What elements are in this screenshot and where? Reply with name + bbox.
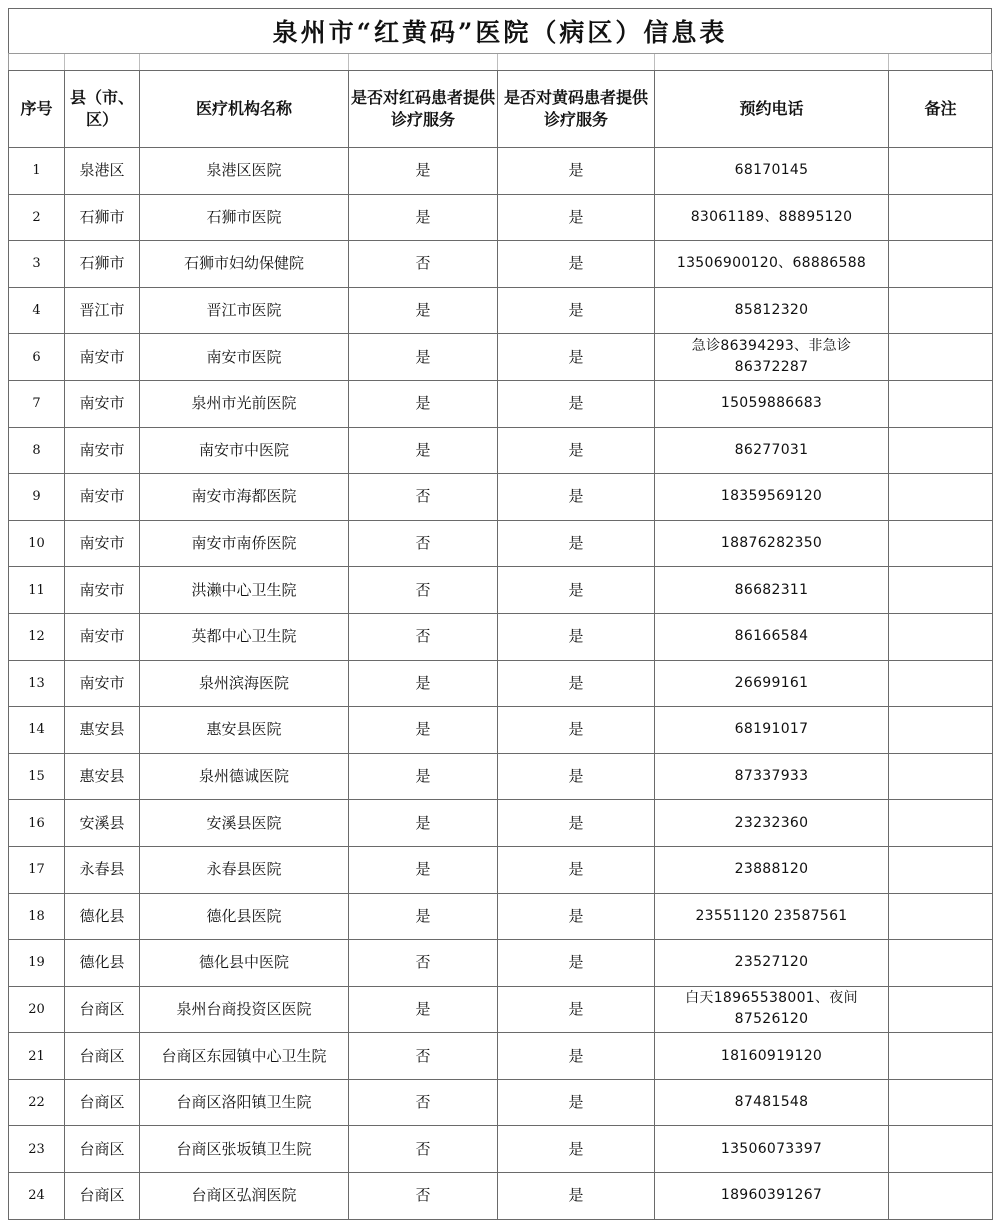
cell-seq: 3	[9, 241, 65, 288]
table-row	[9, 1173, 993, 1220]
cell-yellow-code: 是	[498, 1173, 655, 1220]
cell-phone: 86277031	[655, 427, 889, 474]
cell-phone: 13506900120、68886588	[655, 241, 889, 288]
cell-seq: 24	[9, 1173, 65, 1220]
cell-seq: 7	[9, 380, 65, 427]
cell-county: 惠安县	[65, 753, 140, 800]
cell-county: 南安市	[65, 660, 140, 707]
table-row	[9, 520, 993, 567]
cell-county: 德化县	[65, 893, 140, 940]
cell-yellow-code: 是	[498, 893, 655, 940]
cell-yellow-code: 是	[498, 1079, 655, 1126]
cell-red-code: 是	[349, 660, 498, 707]
cell-seq: 17	[9, 846, 65, 893]
cell-county: 台商区	[65, 1126, 140, 1173]
cell-seq: 2	[9, 194, 65, 241]
cell-red-code: 是	[349, 380, 498, 427]
cell-county: 台商区	[65, 1173, 140, 1220]
cell-phone: 18876282350	[655, 520, 889, 567]
cell-seq: 8	[9, 427, 65, 474]
cell-phone: 87481548	[655, 1079, 889, 1126]
table-row	[9, 986, 993, 1033]
table-row	[9, 613, 993, 660]
cell-red-code: 否	[349, 940, 498, 987]
cell-county: 石狮市	[65, 241, 140, 288]
cell-remark	[889, 148, 993, 195]
table-row	[9, 287, 993, 334]
cell-seq: 14	[9, 707, 65, 754]
page-title: 泉州市“红黄码”医院（病区）信息表	[8, 8, 992, 53]
cell-phone: 26699161	[655, 660, 889, 707]
cell-red-code: 是	[349, 800, 498, 847]
cell-county: 安溪县	[65, 800, 140, 847]
cell-seq: 6	[9, 334, 65, 381]
cell-seq: 12	[9, 613, 65, 660]
cell-remark	[889, 893, 993, 940]
table-row	[9, 846, 993, 893]
cell-county: 晋江市	[65, 287, 140, 334]
cell-seq: 11	[9, 567, 65, 614]
cell-phone: 18160919120	[655, 1033, 889, 1080]
cell-yellow-code: 是	[498, 707, 655, 754]
cell-county: 南安市	[65, 567, 140, 614]
hospital-info-sheet	[8, 8, 992, 1220]
table-row	[9, 380, 993, 427]
cell-phone: 23888120	[655, 846, 889, 893]
cell-yellow-code: 是	[498, 660, 655, 707]
cell-red-code: 是	[349, 893, 498, 940]
cell-phone: 23232360	[655, 800, 889, 847]
cell-institution: 南安市中医院	[140, 427, 349, 474]
cell-yellow-code: 是	[498, 380, 655, 427]
cell-remark	[889, 846, 993, 893]
cell-remark	[889, 474, 993, 521]
cell-seq: 22	[9, 1079, 65, 1126]
header-county: 县（市、区）	[65, 71, 140, 148]
cell-remark	[889, 986, 993, 1033]
cell-seq: 15	[9, 753, 65, 800]
cell-institution: 台商区张坂镇卫生院	[140, 1126, 349, 1173]
cell-remark	[889, 1033, 993, 1080]
cell-yellow-code: 是	[498, 474, 655, 521]
cell-phone: 68191017	[655, 707, 889, 754]
cell-seq: 4	[9, 287, 65, 334]
blank-cell	[655, 54, 889, 70]
cell-county: 永春县	[65, 846, 140, 893]
cell-institution: 南安市南侨医院	[140, 520, 349, 567]
table-row	[9, 940, 993, 987]
cell-institution: 台商区弘润医院	[140, 1173, 349, 1220]
cell-phone: 23527120	[655, 940, 889, 987]
blank-cell	[889, 54, 993, 70]
cell-remark	[889, 567, 993, 614]
cell-institution: 英都中心卫生院	[140, 613, 349, 660]
cell-phone: 23551120 23587561	[655, 893, 889, 940]
header-red-code: 是否对红码患者提供诊疗服务	[349, 71, 498, 148]
cell-remark	[889, 707, 993, 754]
cell-county: 台商区	[65, 986, 140, 1033]
table-row	[9, 427, 993, 474]
hospital-table	[8, 70, 993, 1220]
cell-remark	[889, 1079, 993, 1126]
cell-red-code: 是	[349, 334, 498, 381]
table-row	[9, 660, 993, 707]
cell-phone: 13506073397	[655, 1126, 889, 1173]
table-header-row	[9, 71, 993, 148]
cell-phone: 68170145	[655, 148, 889, 195]
table-row	[9, 1079, 993, 1126]
cell-yellow-code: 是	[498, 567, 655, 614]
cell-yellow-code: 是	[498, 846, 655, 893]
blank-cell	[9, 54, 65, 70]
header-remark: 备注	[889, 71, 993, 148]
cell-county: 泉港区	[65, 148, 140, 195]
blank-cell	[349, 54, 498, 70]
table-row	[9, 148, 993, 195]
cell-yellow-code: 是	[498, 194, 655, 241]
cell-red-code: 否	[349, 1173, 498, 1220]
cell-county: 南安市	[65, 427, 140, 474]
cell-institution: 石狮市妇幼保健院	[140, 241, 349, 288]
cell-remark	[889, 427, 993, 474]
cell-red-code: 是	[349, 753, 498, 800]
table-row	[9, 241, 993, 288]
cell-red-code: 是	[349, 194, 498, 241]
cell-red-code: 否	[349, 1079, 498, 1126]
cell-remark	[889, 1126, 993, 1173]
cell-yellow-code: 是	[498, 1126, 655, 1173]
cell-institution: 南安市海都医院	[140, 474, 349, 521]
cell-yellow-code: 是	[498, 613, 655, 660]
cell-red-code: 否	[349, 241, 498, 288]
cell-county: 石狮市	[65, 194, 140, 241]
cell-yellow-code: 是	[498, 800, 655, 847]
cell-yellow-code: 是	[498, 287, 655, 334]
cell-red-code: 是	[349, 287, 498, 334]
cell-county: 南安市	[65, 380, 140, 427]
cell-red-code: 否	[349, 567, 498, 614]
cell-institution: 泉港区医院	[140, 148, 349, 195]
cell-institution: 洪濑中心卫生院	[140, 567, 349, 614]
cell-institution: 德化县中医院	[140, 940, 349, 987]
cell-red-code: 是	[349, 846, 498, 893]
cell-phone: 85812320	[655, 287, 889, 334]
table-row	[9, 707, 993, 754]
table-row	[9, 800, 993, 847]
cell-remark	[889, 613, 993, 660]
header-phone: 预约电话	[655, 71, 889, 148]
header-yellow-code: 是否对黄码患者提供诊疗服务	[498, 71, 655, 148]
cell-red-code: 否	[349, 613, 498, 660]
cell-county: 德化县	[65, 940, 140, 987]
cell-institution: 南安市医院	[140, 334, 349, 381]
cell-yellow-code: 是	[498, 148, 655, 195]
cell-institution: 石狮市医院	[140, 194, 349, 241]
cell-remark	[889, 940, 993, 987]
blank-row	[8, 53, 992, 70]
cell-remark	[889, 194, 993, 241]
cell-seq: 10	[9, 520, 65, 567]
table-row	[9, 753, 993, 800]
cell-county: 南安市	[65, 334, 140, 381]
cell-institution: 永春县医院	[140, 846, 349, 893]
cell-institution: 泉州德诚医院	[140, 753, 349, 800]
cell-seq: 13	[9, 660, 65, 707]
header-seq: 序号	[9, 71, 65, 148]
cell-county: 惠安县	[65, 707, 140, 754]
cell-institution: 德化县医院	[140, 893, 349, 940]
cell-remark	[889, 753, 993, 800]
table-row	[9, 567, 993, 614]
cell-institution: 惠安县医院	[140, 707, 349, 754]
cell-seq: 18	[9, 893, 65, 940]
cell-red-code: 否	[349, 474, 498, 521]
cell-red-code: 是	[349, 148, 498, 195]
cell-phone: 86166584	[655, 613, 889, 660]
cell-red-code: 否	[349, 520, 498, 567]
cell-county: 南安市	[65, 520, 140, 567]
cell-seq: 1	[9, 148, 65, 195]
cell-remark	[889, 334, 993, 381]
blank-cell	[140, 54, 349, 70]
cell-yellow-code: 是	[498, 520, 655, 567]
cell-remark	[889, 287, 993, 334]
blank-cell	[65, 54, 140, 70]
cell-county: 台商区	[65, 1033, 140, 1080]
cell-red-code: 是	[349, 986, 498, 1033]
cell-institution: 泉州滨海医院	[140, 660, 349, 707]
cell-seq: 16	[9, 800, 65, 847]
cell-yellow-code: 是	[498, 986, 655, 1033]
cell-yellow-code: 是	[498, 241, 655, 288]
cell-yellow-code: 是	[498, 427, 655, 474]
table-row	[9, 1033, 993, 1080]
cell-institution: 台商区洛阳镇卫生院	[140, 1079, 349, 1126]
table-row	[9, 474, 993, 521]
table-row	[9, 893, 993, 940]
cell-seq: 21	[9, 1033, 65, 1080]
cell-phone: 87337933	[655, 753, 889, 800]
blank-cell	[498, 54, 655, 70]
cell-red-code: 否	[349, 1126, 498, 1173]
cell-phone: 83061189、88895120	[655, 194, 889, 241]
cell-remark	[889, 380, 993, 427]
cell-yellow-code: 是	[498, 334, 655, 381]
cell-remark	[889, 1173, 993, 1220]
cell-remark	[889, 241, 993, 288]
cell-phone: 18359569120	[655, 474, 889, 521]
cell-institution: 泉州台商投资区医院	[140, 986, 349, 1033]
cell-red-code: 是	[349, 427, 498, 474]
header-name: 医疗机构名称	[140, 71, 349, 148]
table-row	[9, 194, 993, 241]
cell-seq: 20	[9, 986, 65, 1033]
cell-county: 南安市	[65, 474, 140, 521]
cell-remark	[889, 520, 993, 567]
cell-yellow-code: 是	[498, 1033, 655, 1080]
cell-county: 台商区	[65, 1079, 140, 1126]
cell-seq: 19	[9, 940, 65, 987]
cell-remark	[889, 660, 993, 707]
cell-seq: 23	[9, 1126, 65, 1173]
cell-yellow-code: 是	[498, 940, 655, 987]
cell-phone: 急诊86394293、非急诊86372287	[655, 334, 889, 381]
cell-institution: 安溪县医院	[140, 800, 349, 847]
cell-phone: 86682311	[655, 567, 889, 614]
cell-phone: 15059886683	[655, 380, 889, 427]
cell-county: 南安市	[65, 613, 140, 660]
cell-institution: 泉州市光前医院	[140, 380, 349, 427]
cell-phone: 白天18965538001、夜间87526120	[655, 986, 889, 1033]
cell-institution: 台商区东园镇中心卫生院	[140, 1033, 349, 1080]
table-row	[9, 334, 993, 381]
cell-red-code: 否	[349, 1033, 498, 1080]
cell-remark	[889, 800, 993, 847]
cell-yellow-code: 是	[498, 753, 655, 800]
cell-seq: 9	[9, 474, 65, 521]
cell-phone: 18960391267	[655, 1173, 889, 1220]
cell-red-code: 是	[349, 707, 498, 754]
table-row	[9, 1126, 993, 1173]
table-body	[9, 148, 993, 1220]
cell-institution: 晋江市医院	[140, 287, 349, 334]
